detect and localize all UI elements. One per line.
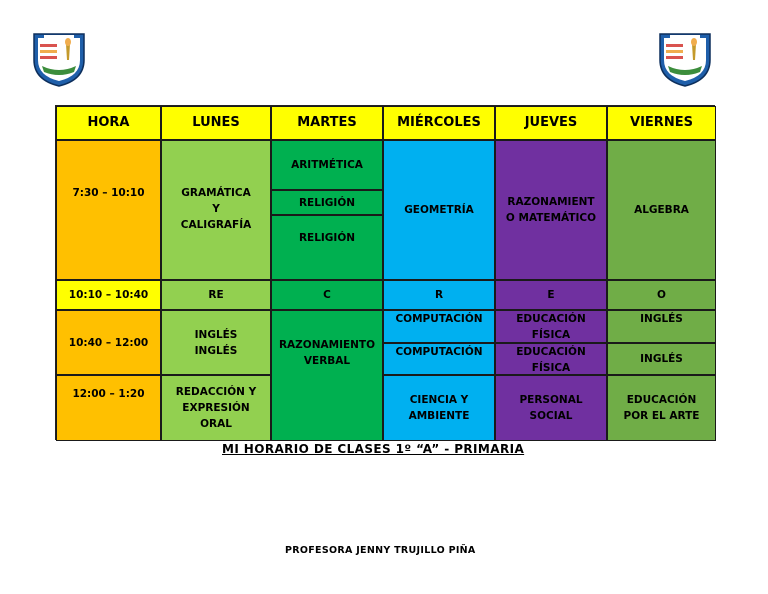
viernes-b4-line2: POR EL ARTE (623, 410, 700, 422)
header-viernes: VIERNES (607, 106, 716, 140)
martes-block-1a: ARITMÉTICA (271, 140, 383, 190)
viernes-b4-line1: EDUCACIÓN (626, 394, 697, 406)
lunes-b3-line1: INGLÉS (194, 328, 238, 341)
martes-block-1b: RELIGIÓN (271, 190, 383, 215)
lunes-b4-line2: EXPRESIÓN (182, 402, 250, 414)
lunes-recreo: RE (161, 280, 271, 310)
jueves-b3b-line1: EDUCACIÓN (516, 346, 586, 358)
header-hora: HORA (56, 106, 161, 140)
jueves-b3b-line2: FÍSICA (531, 362, 571, 374)
header-jueves: JUEVES (495, 106, 607, 140)
header-lunes: LUNES (161, 106, 271, 140)
viernes-recreo: O (607, 280, 716, 310)
miercoles-block-1: GEOMETRÍA (383, 140, 495, 280)
lunes-b1-line2: Y (212, 203, 220, 215)
miercoles-b4-line1: CIENCIA Y (409, 394, 469, 406)
jueves-b3a-line2: FÍSICA (531, 329, 571, 341)
jueves-block-1 (495, 140, 607, 280)
miercoles-block-3a: COMPUTACIÓN (383, 310, 495, 343)
hour-block-1: 7:30 – 10:10 (56, 140, 161, 280)
jueves-recreo: E (495, 280, 607, 310)
miercoles-recreo: R (383, 280, 495, 310)
miercoles-b4-line2: AMBIENTE (408, 410, 470, 422)
viernes-block-4 (607, 375, 716, 441)
schedule-title: MI HORARIO DE CLASES 1º “A” - PRIMARIA (222, 442, 525, 456)
martes-block-1c: RELIGIÓN (271, 215, 383, 280)
jueves-block-3a (495, 310, 607, 343)
lunes-block-4 (161, 375, 271, 441)
hour-block-2: 10:10 – 10:40 (56, 280, 161, 310)
viernes-block-3b: INGLÉS (607, 343, 716, 375)
jueves-b4-line1: PERSONAL (519, 394, 583, 406)
martes-block-3 (271, 310, 383, 441)
header-miercoles: MIÉRCOLES (383, 106, 495, 140)
miercoles-block-3b: COMPUTACIÓN (383, 343, 495, 375)
lunes-b4-line1: REDACCIÓN Y (175, 386, 257, 398)
lunes-b4-line3: ORAL (200, 418, 232, 430)
schedule-table (55, 105, 715, 440)
hour-block-4: 12:00 – 1:20 (56, 375, 161, 441)
jueves-block-3b (495, 343, 607, 375)
jueves-b3a-line1: EDUCACIÓN (516, 313, 586, 325)
teacher-name: PROFESORA JENNY TRUJILLO PIÑA (285, 545, 476, 556)
miercoles-block-4 (383, 375, 495, 441)
lunes-b1-line3: CALIGRAFÍA (180, 219, 252, 231)
martes-b3-line2: VERBAL (303, 355, 351, 367)
lunes-block-3 (161, 310, 271, 375)
header-martes: MARTES (271, 106, 383, 140)
lunes-block-1 (161, 140, 271, 280)
martes-recreo: C (271, 280, 383, 310)
hour-block-3: 10:40 – 12:00 (56, 310, 161, 375)
jueves-b1-line2: O MATEMÁTICO (505, 212, 597, 224)
viernes-block-1: ALGEBRA (607, 140, 716, 280)
lunes-b1-line1: GRAMÁTICA (181, 187, 251, 199)
school-crest-logo-left (30, 30, 88, 88)
viernes-block-3a: INGLÉS (607, 310, 716, 343)
jueves-b1-line1: RAZONAMIENT (507, 196, 595, 208)
lunes-b3-line2: INGLÉS (194, 344, 238, 357)
jueves-b4-line2: SOCIAL (529, 410, 573, 422)
martes-b3-line1: RAZONAMIENTO (278, 339, 376, 351)
jueves-block-4 (495, 375, 607, 441)
school-crest-logo-right (656, 30, 714, 88)
